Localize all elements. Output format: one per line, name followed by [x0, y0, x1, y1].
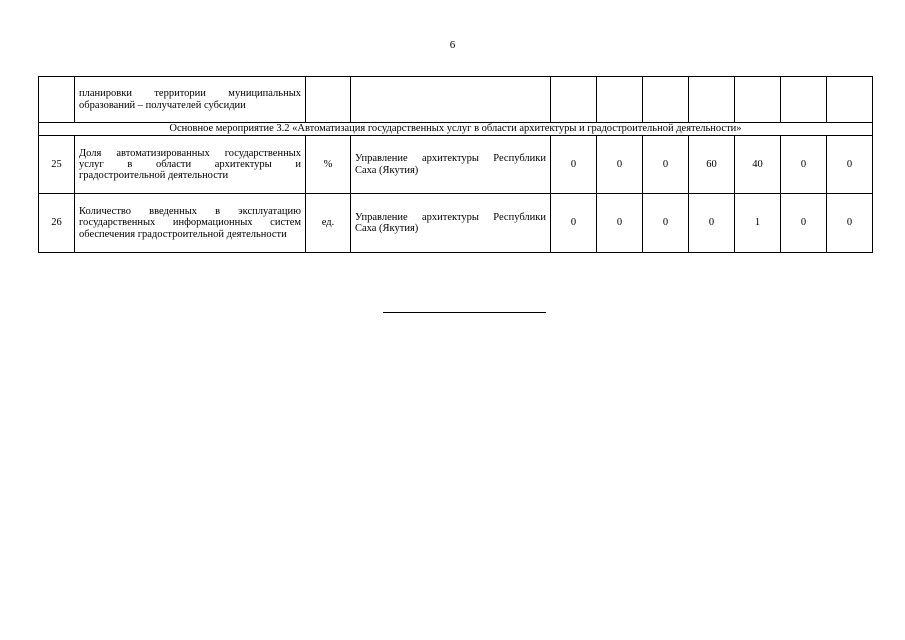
row-number-cell [39, 77, 75, 123]
table-row-continuation [39, 77, 873, 123]
row-number-cell: 26 [39, 194, 75, 253]
value-cell [735, 77, 781, 123]
indicator-name-cell: Количество введенных в эксплуатацию государственных информационных систем обеспечения градостроительной деятельности [75, 194, 306, 253]
value-cell: 0 [597, 136, 643, 194]
value-cell [551, 77, 597, 123]
responsible-cell: Управление архитектуры Республики Саха (Якутия) [351, 194, 551, 253]
value-cell: 0 [827, 194, 873, 253]
responsible-cell [351, 77, 551, 123]
unit-cell [306, 77, 351, 123]
value-cell: 0 [597, 194, 643, 253]
value-cell: 0 [781, 136, 827, 194]
value-cell: 0 [827, 136, 873, 194]
value-cell [781, 77, 827, 123]
row-number-cell: 25 [39, 136, 75, 194]
value-cell [689, 77, 735, 123]
value-cell: 0 [781, 194, 827, 253]
indicator-name-cell: планировки территории муниципальных образований – получателей субсидии [75, 77, 306, 123]
end-of-document-line [383, 312, 546, 313]
value-cell [597, 77, 643, 123]
indicator-name-cell: Доля автоматизированных государственных услуг в области архитектуры и градостроительной деятельности [75, 136, 306, 194]
value-cell: 0 [551, 194, 597, 253]
indicators-table [38, 76, 873, 253]
value-cell [643, 77, 689, 123]
section-header-label: Основное мероприятие 3.2 «Автоматизация государственных услуг в области архитектуры и градостроительной деятельности» [39, 123, 873, 136]
section-header-row [39, 123, 873, 136]
value-cell: 0 [643, 194, 689, 253]
value-cell [827, 77, 873, 123]
value-cell: 60 [689, 136, 735, 194]
value-cell: 1 [735, 194, 781, 253]
page-number: 6 [449, 39, 456, 51]
value-cell: 0 [551, 136, 597, 194]
value-cell: 0 [643, 136, 689, 194]
value-cell: 0 [689, 194, 735, 253]
unit-cell: ед. [306, 194, 351, 253]
value-cell: 40 [735, 136, 781, 194]
table-row-25 [39, 136, 873, 194]
table-row-26 [39, 194, 873, 253]
unit-cell: % [306, 136, 351, 194]
responsible-cell: Управление архитектуры Республики Саха (Якутия) [351, 136, 551, 194]
